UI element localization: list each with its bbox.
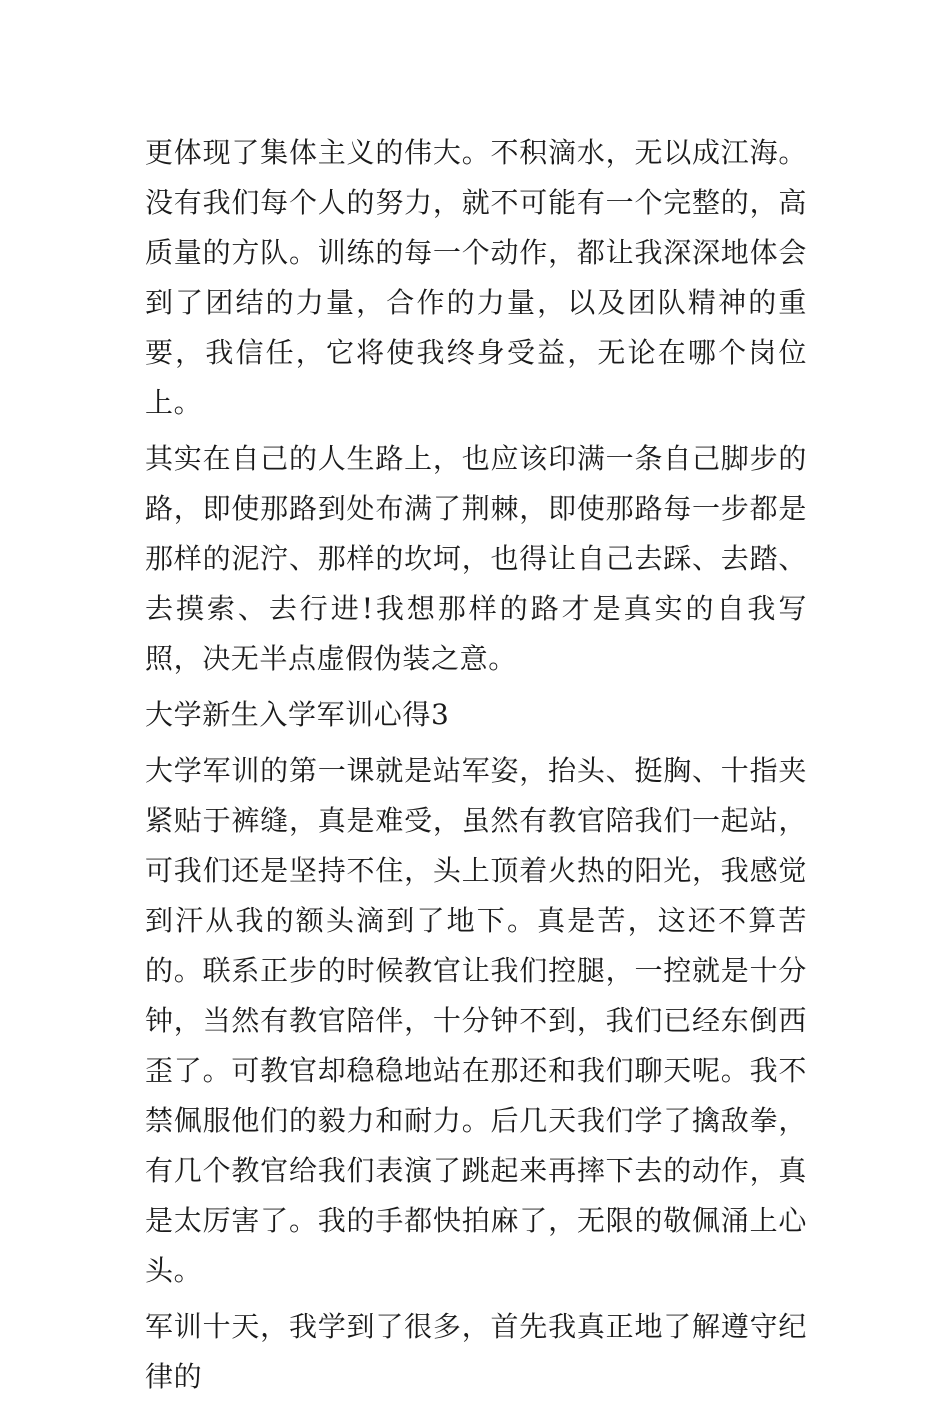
document-body	[145, 128, 807, 1402]
section-title: 大学新生入学军训心得3	[145, 698, 450, 731]
paragraph-ten-days: 军训十天，我学到了很多，首先我真正地了解遵守纪律的	[145, 1310, 807, 1393]
paragraph-collective-spirit: 更体现了集体主义的伟大。不积滴水，无以成江海。没有我们每个人的努力，就不可能有一个完整的，高质量的方队。训练的每一个动作，都让我深深地体会到了团结的力量，合作的力量，以及团队精神的重要，我信任，它将使我终身受益，无论在哪个岗位上。	[145, 136, 807, 419]
paragraph-military-posture: 大学军训的第一课就是站军姿，抬头、挺胸、十指夹紧贴于裤缝，真是难受，虽然有教官陪我们一起站，可我们还是坚持不住，头上顶着火热的阳光，我感觉到汗从我的额头滴到了地下。真是苦，这还不算苦的。联系正步的时候教官让我们控腿，一控就是十分钟，当然有教官陪伴，十分钟不到，我们已经东倒西歪了。可教官却稳稳地站在那还和我们聊天呢。我不禁佩服他们的毅力和耐力。后几天我们学了擒敌拳，有几个教官给我们表演了跳起来再摔下去的动作，真是太厉害了。我的手都快拍麻了，无限的敬佩涌上心头。	[145, 754, 807, 1287]
paragraph-life-road: 其实在自己的人生路上，也应该印满一条自己脚步的路，即使那路到处布满了荆棘，即使那路每一步都是那样的泥泞、那样的坎坷，也得让自己去踩、去踏、去摸索、去行进!我想那样的路才是真实的自我写照，决无半点虚假伪装之意。	[145, 442, 807, 675]
